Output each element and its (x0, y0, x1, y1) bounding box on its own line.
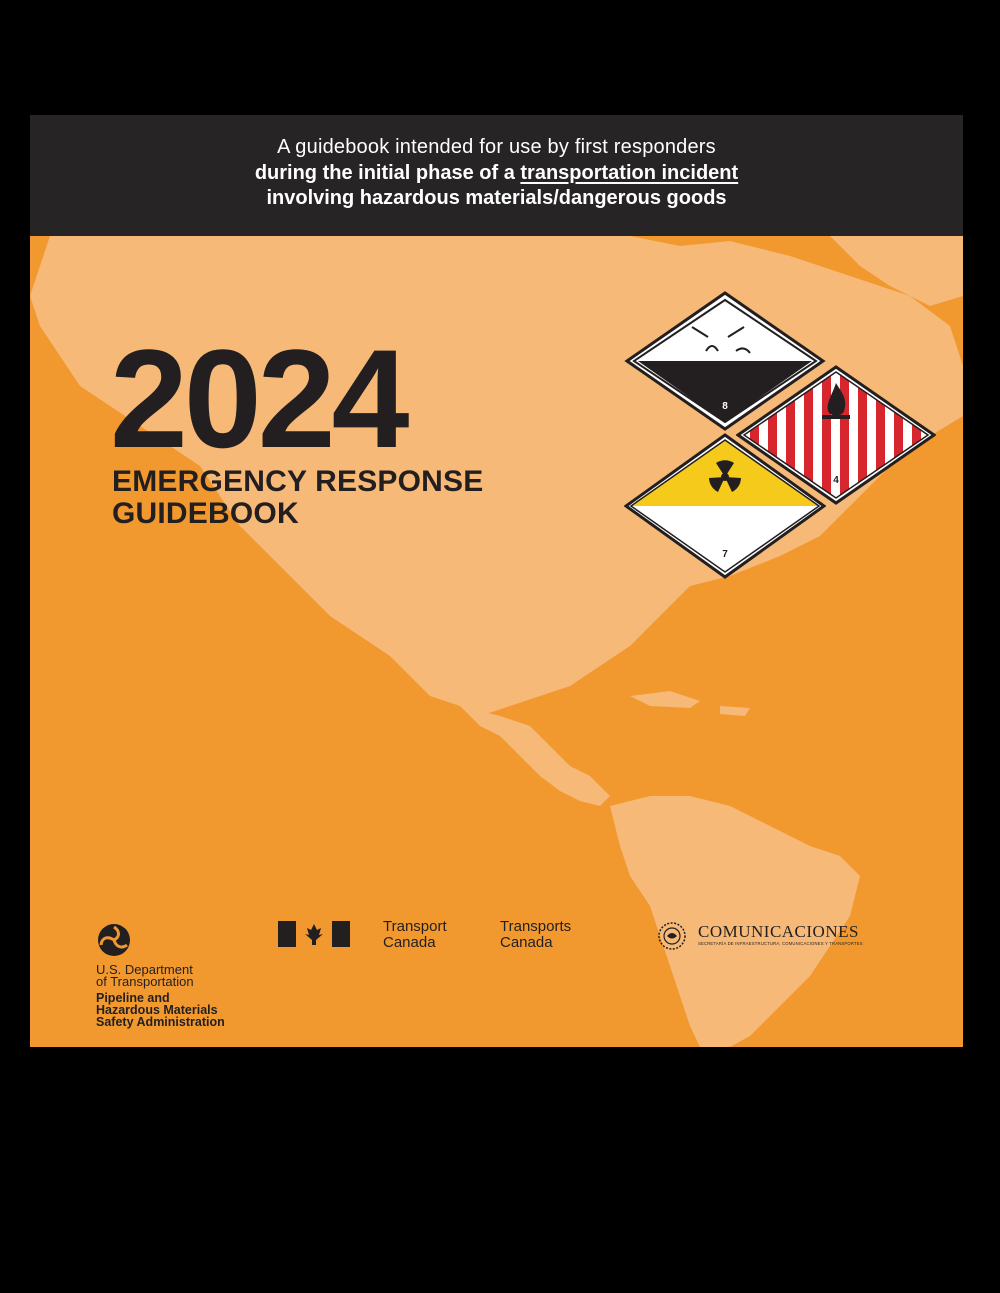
transport-canada-en-line-1: Transport (383, 918, 447, 935)
banner-line-2 (30, 162, 963, 185)
banner-line-2-prefix: during the initial phase of a (254, 162, 521, 184)
usdot-triskelion-icon (94, 923, 144, 957)
placard-8-number: 8 (722, 401, 728, 412)
transport-canada-en-line-2: Canada (383, 934, 436, 951)
agency-logos (30, 905, 963, 1047)
cover-title-line-1: EMERGENCY RESPONSE (112, 465, 484, 498)
placard-7-number: 7 (722, 549, 728, 560)
guidebook-cover (30, 115, 963, 1047)
banner-line-3: involving hazardous materials/dangerous goods (266, 187, 727, 209)
canada-flag-icon (278, 921, 350, 947)
usdot-line-2: of Transportation (96, 974, 194, 989)
transport-canada-fr-line-2: Canada (500, 934, 553, 951)
comunicaciones-subtitle: SECRETARÍA DE INFRAESTRUCTURA, COMUNICACIONES Y TRANSPORTES (698, 941, 863, 946)
phmsa-line-2: Hazardous Materials (96, 1003, 218, 1017)
top-banner (30, 115, 963, 236)
phmsa-line-1: Pipeline and (96, 991, 170, 1005)
placard-4-number: 4 (833, 475, 839, 486)
comunicaciones-name: COMUNICACIONES (698, 922, 859, 941)
cover-title-line-2: GUIDEBOOK (112, 497, 299, 530)
mexico-seal-icon (654, 921, 694, 951)
transport-canada-fr-line-1: Transports (500, 918, 572, 935)
usdot-line-1: U.S. Department (96, 962, 193, 977)
phmsa-line-3: Safety Administration (96, 1015, 225, 1029)
banner-line-1: A guidebook intended for use by first responders (277, 136, 716, 158)
banner-line-2-underlined: transportation incident (520, 162, 739, 184)
radioactive-placard (624, 433, 826, 579)
cover-year: 2024 (110, 320, 406, 477)
